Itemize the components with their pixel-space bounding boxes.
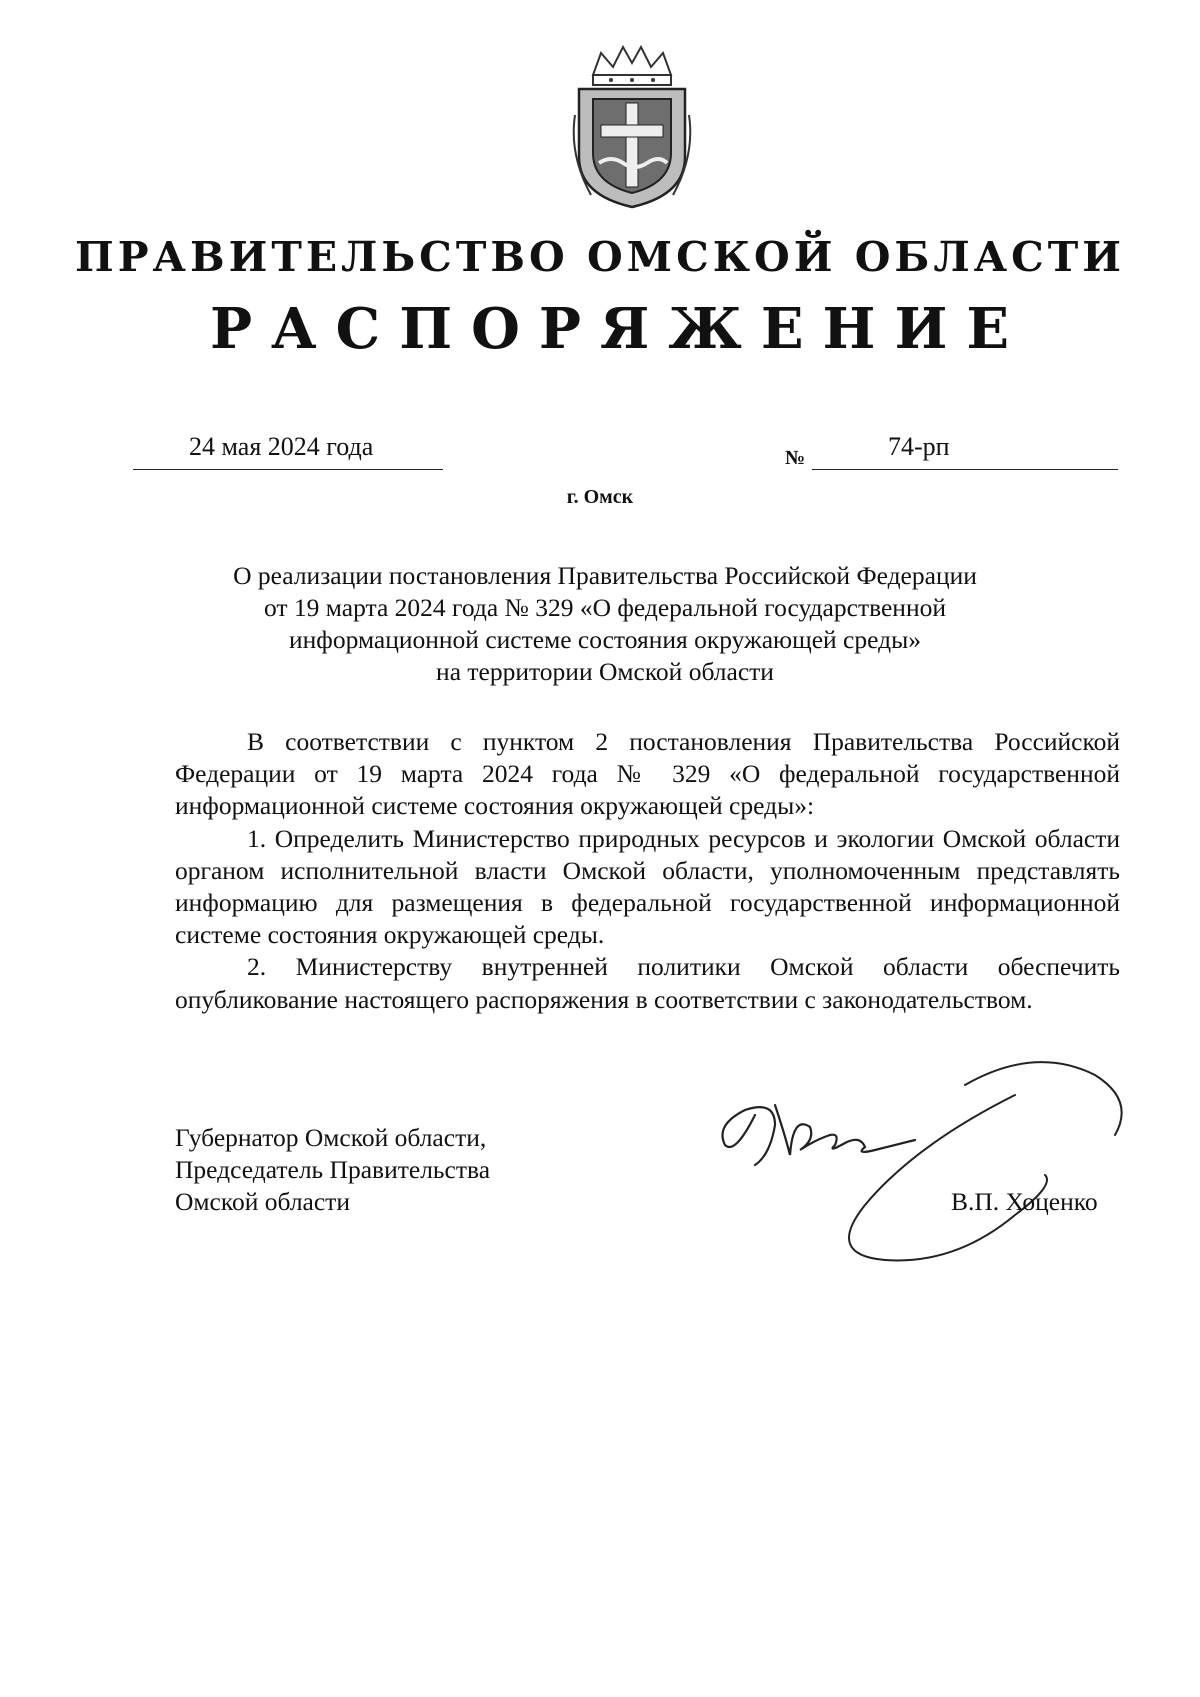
clause-1: 1. Определить Министерство природных ресурсов и экологии Омской области органом исполнительной власти Омской области, уполномоченным представлять информацию для размещения в федеральной государственной информационной системе состояния окружающей среды. [175,823,1120,950]
coat-of-arms-icon [571,45,693,210]
number-field [812,429,1118,470]
document-type: РАСПОРЯЖЕНИЕ [209,296,1029,362]
document-date: 24 мая 2024 года [189,432,374,461]
date-field [133,429,443,470]
heading-line: на территории Омской области [436,657,774,686]
city: г. Омск [566,486,634,508]
document-number: 74-рп [888,432,950,461]
heading-line: О реализации постановления Правительства Российской Федерации [233,561,977,590]
signer-position-line: Председатель Правительства [175,1155,491,1184]
clause-2: 2. Министерству внутренней политики Омской области обеспечить опубликование настоящего распоряжения в соответствии с законодательством. [175,952,1120,1014]
document-body [175,726,1120,1016]
handwritten-signature [715,1055,1135,1270]
number-sign: № [785,447,806,469]
heading-line: информационной системе состояния окружающей среды» [289,625,921,654]
organization-title: ПРАВИТЕЛЬСТВО ОМСКОЙ ОБЛАСТИ [75,233,1125,281]
signer-name: В.П. Хоценко [951,1187,1098,1216]
heading-line: от 19 марта 2024 года № 329 «О федеральной государственной [263,593,946,622]
document-heading [175,560,1035,688]
signer-position [175,1122,490,1218]
signer-position-line: Губернатор Омской области, [175,1123,487,1152]
preamble-paragraph: В соответствии с пунктом 2 постановления Правительства Российской Федерации от 19 марта 2024 года № 329 «О федеральной государственной информационной системе состояния окружающей среды»: [175,727,1120,821]
signer-position-line: Омской области [175,1187,350,1216]
